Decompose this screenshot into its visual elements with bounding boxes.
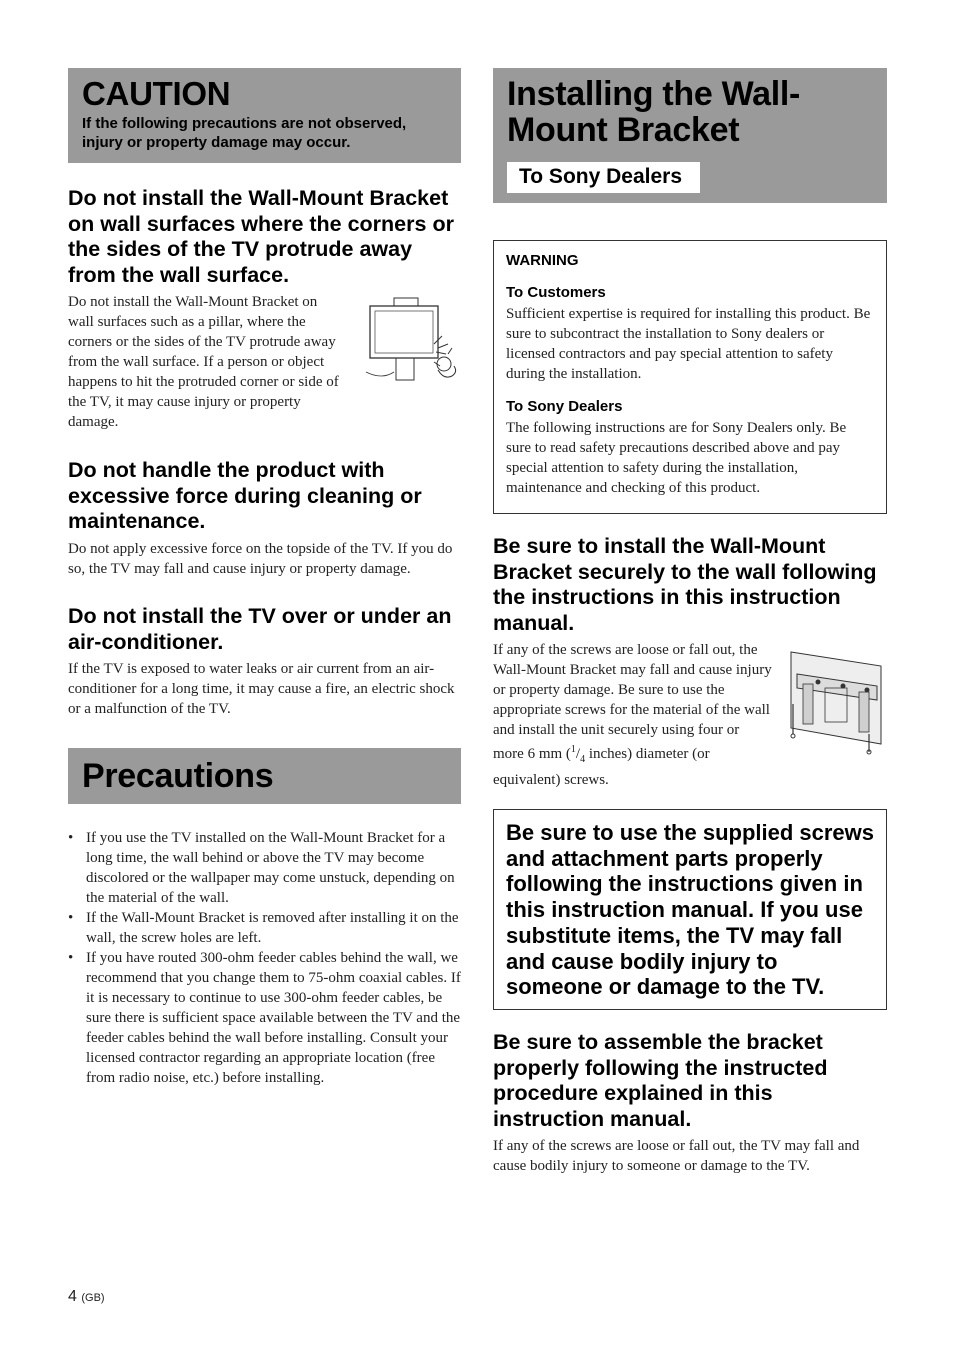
section-pillar — [68, 186, 461, 432]
supplied-screws-text: Be sure to use the supplied screws and attachment parts properly following the instructions given in this instruction manual. If you use substitute items, the TV may fall and cause bodily injury to someone or damage to the TV. — [506, 820, 875, 1000]
warning-box — [493, 240, 887, 514]
bracket-illustration — [785, 644, 887, 756]
section-heading: Be sure to install the Wall-Mount Bracket securely to the wall following the instructions in this instruction manual. — [493, 534, 877, 635]
section-air-conditioner — [68, 604, 461, 719]
section-body: If any of the screws are loose or fall out, the TV may fall and cause bodily injury to someone or damage to the TV. — [493, 1138, 860, 1174]
warning-label: WARNING — [506, 252, 579, 269]
to-sony-dealers-label: To Sony Dealers — [506, 398, 623, 415]
body-text-part: inches) diameter (or equivalent) screws. — [493, 746, 710, 788]
section-heading: Be sure to assemble the bracket properly following the instructed procedure explained in this instruction manual. — [493, 1030, 828, 1131]
right-column — [493, 68, 887, 1174]
precautions-banner — [68, 748, 461, 804]
fraction-denominator: 4 — [580, 754, 586, 765]
installing-banner — [493, 68, 887, 203]
left-column — [68, 68, 461, 1086]
wall-bracket-icon — [785, 644, 887, 756]
section-heading: Do not install the Wall-Mount Bracket on wall surfaces where the corners or the sides of the TV protrude away from the wall surface. — [68, 186, 454, 287]
page-number — [68, 1288, 105, 1306]
body-text-part: If any of the screws are loose or fall out, the Wall-Mount Bracket may fall and cause injury or property damage. Be sure to use the appropriate screws for the material of the wall and install the unit securely using four or more 6 mm ( — [493, 642, 772, 762]
section-body: Do not apply excessive force on the topside of the TV. If you do so, the TV may fall and cause injury or property damage. — [68, 540, 453, 577]
caution-banner — [68, 68, 461, 163]
region-code: (GB) — [81, 1292, 105, 1304]
section-excessive-force — [68, 458, 461, 579]
tv-on-pillar-illustration — [364, 296, 462, 396]
section-body: If the TV is exposed to water leaks or air current from an air-conditioner for a long time, it may cause a fire, an electric shock or a malfunction of the TV. — [68, 661, 455, 717]
list-item: • If you use the TV installed on the Wall-Mount Bracket for a long time, the wall behind or above the TV may become discolored or the wallpaper may come unstuck, depending on the material of the wall. — [68, 828, 461, 908]
caution-subtitle: If the following precautions are not observed, injury or property damage may occur. — [82, 115, 407, 151]
to-customers-body: Sufficient expertise is required for installing this product. Be sure to subcontract the installation to Sony dealers or licensed contractors and pay special attention to safety during the installation. — [506, 306, 871, 382]
page-number-value: 4 — [68, 1288, 77, 1305]
list-item: • If the Wall-Mount Bracket is removed after installing it on the wall, the screw holes are left. — [68, 908, 461, 948]
section-body: If any of the screws are loose or fall out, the Wall-Mount Bracket may fall and cause injury or property damage. Be sure to use the appropriate screws for the material of the wall and install the unit securely using four or more 6 mm ($^1/_4$ inches) diameter (or equivalent) screws. — [493, 642, 772, 788]
section-assemble-bracket — [493, 1030, 887, 1176]
precautions-list — [68, 828, 461, 1088]
list-item: • If you have routed 300-ohm feeder cables behind the wall, we recommend that you change them to 75-ohm coaxial cables. If it is necessary to continue to use 300-ohm feeder cables, be sure there is sufficient space available between the TV and the feeder cables behind the wall before installing. Consult your licensed contractor regarding an appropriate location (free from radio noise, etc.) before installing. — [68, 948, 461, 1088]
to-sony-dealers-tab: To Sony Dealers — [507, 162, 700, 193]
section-heading: Do not handle the product with excessive force during cleaning or maintenance. — [68, 458, 422, 533]
to-sony-dealers-body: The following instructions are for Sony Dealers only. Be sure to read safety precautions described above and pay special attention to safety during the installation, maintenance and checking of this product. — [506, 420, 847, 496]
caution-title: CAUTION — [82, 75, 231, 112]
fraction-numerator: 1 — [570, 744, 576, 755]
supplied-screws-box — [493, 809, 887, 1010]
section-install-securely — [493, 534, 887, 790]
section-body: Do not install the Wall-Mount Bracket on wall surfaces such as a pillar, where the corners or the sides of the TV protrude away from the wall surface. If a person or object happens to hit the protruded corner or side of the TV, it may cause injury or property damage. — [68, 294, 339, 430]
tv-pillar-icon — [364, 296, 462, 396]
installing-title: Installing the Wall-Mount Bracket — [507, 75, 801, 149]
precautions-title: Precautions — [82, 757, 274, 795]
section-heading: Do not install the TV over or under an air-conditioner. — [68, 604, 452, 654]
to-customers-label: To Customers — [506, 284, 606, 301]
